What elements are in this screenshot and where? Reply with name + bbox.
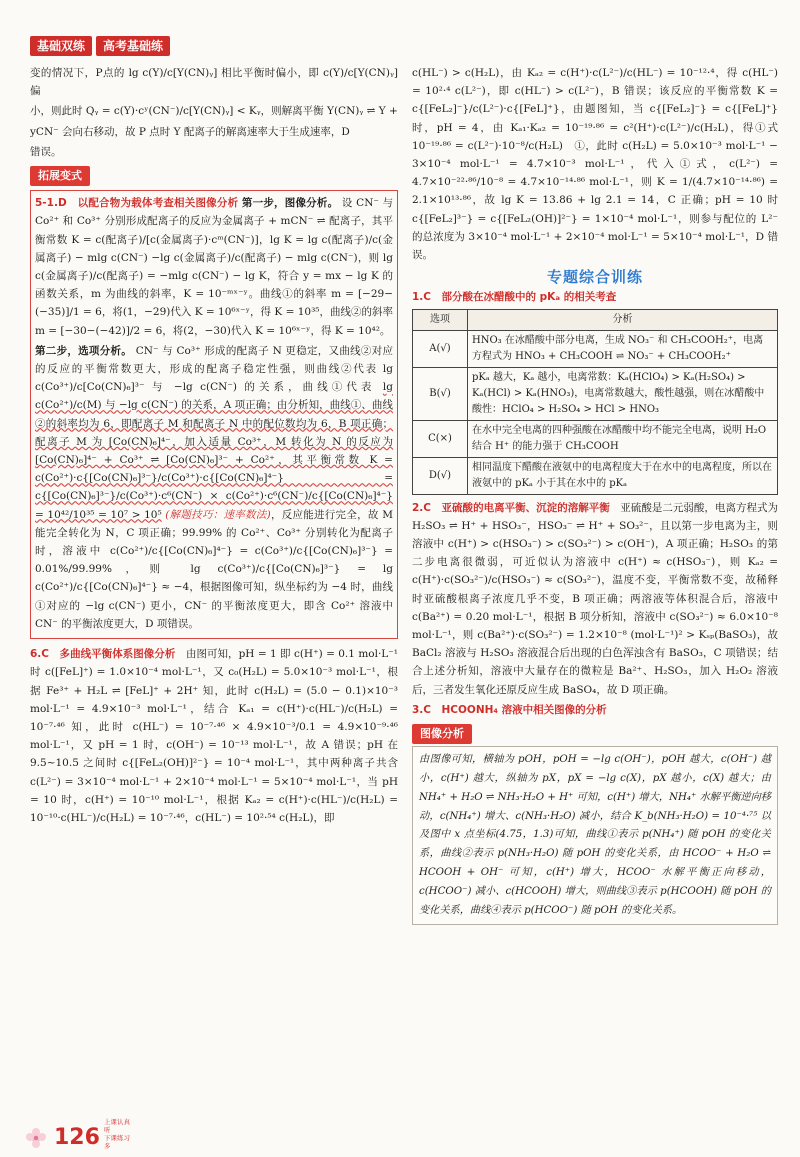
intro-text-4: 错误。 [30, 145, 62, 158]
table-cell-analysis: pKₐ 越大，Kₐ 越小，电离常数：Kₐ(HClO₄) > Kₐ(H₂SO₄) > Kₐ(HCl) > Kₐ(HNO₃)，电离常数越大，酸性越强，则在冰醋酸中酸性：HClO₄ > H₂SO₄ > HCl > HNO₃ [468, 367, 778, 420]
header-tag-exam: 高考基础练 [96, 36, 170, 56]
table-row [413, 457, 778, 494]
step2-label: 第二步，选项分析。 [35, 344, 133, 357]
table-cell-option: B(√) [413, 367, 468, 420]
page-motto-line-2: 下课练习多 [103, 1134, 130, 1150]
table-cell-analysis: 在水中完全电离的四种强酸在冰醋酸中均不能完全电离，说明 H₂O 结合 H⁺ 的能力强于 CH₃COOH [468, 420, 778, 457]
question-1-head: 1.C 部分酸在冰醋酸中的 pKₐ 的相关考查 [412, 291, 617, 304]
table-cell-option: A(√) [413, 330, 468, 367]
intro-text-2: 小，则此时 Qᵧ = c(Y)·cʸ(CN⁻)/c[Y(CN)ᵧ] < Kᵧ，则解离平衡 Y(CN)ᵧ ⇌ Y + [30, 105, 398, 118]
table-cell-analysis: 相同温度下醋酸在液氨中的电离程度大于在水中的电离程度，所以在液氨中的 pKₐ 小于其在水中的 pKₐ [468, 457, 778, 494]
intro-text-3: yCN⁻ 会向右移动，故 P 点时 Y 配离子的解离速率大于生成速率，D [30, 125, 350, 138]
q6-continued-text: c(HL⁻) > c(H₂L)，由 Kₐ₂ = c(H⁺)·c(L²⁻)/c(HL⁻) = 10⁻¹²·⁴，得 c(HL⁻) = 10²·⁴ c(L²⁻)，即 c(HL⁻) > c(L²⁻)，B 错误；该反应的平衡常数 K = c{[FeL₂]⁻}/c(L²⁻)·c{[FeL]⁺}，由题图知，当 c{[FeL₂]⁻} = c{[FeL]⁺} 时，pH = 4，由 Kₐ₁·Kₐ₂ = 10⁻¹⁹·⁸⁶ = c²(H⁺)·c(L²⁻)/c(H₂L)，得①式 10⁻¹⁹·⁸⁶ = c(L²⁻)·10⁻⁸/c(H₂L) ①，此时 c(H₂L) = 5.0×10⁻³ mol·L⁻¹ − 3×10⁻⁴ mol·L⁻¹ = 4.7×10⁻³ mol·L⁻¹，代入①式，c(L²⁻) = 4.7×10⁻²²·⁸⁶/10⁻⁸ = 4.7×10⁻¹⁴·⁸⁶ mol·L⁻¹，则 K = 1/(4.7×10⁻¹⁴·⁸⁶) = 2.1×10¹³·⁸⁶，故 lg K = 13.86 + lg 2.1 = 14，C 正确；pH = 10 时 c{[FeL₂]³⁻} = c{[FeL₂(OH)]²⁻} = 1×10⁻⁴ mol·L⁻¹，则参与配位的 L²⁻ 的总浓度为 3×10⁻⁴ mol·L⁻¹ + 2×10⁻⁴ mol·L⁻¹ = 5×10⁻⁴ mol·L⁻¹，D 错误。 [412, 67, 778, 262]
table-cell-analysis: HNO₃ 在冰醋酸中部分电离，生成 NO₃⁻ 和 CH₃COOH₂⁺，电离方程式为 HNO₃ + CH₃COOH ⇌ NO₃⁻ + CH₃COOH₂⁺ [468, 330, 778, 367]
table-row [413, 367, 778, 420]
graph-analysis-text: 由图像可知，横轴为 pOH，pOH = −lg c(OH⁻)，pOH 越大，c(OH⁻) 越小，c(H⁺) 越大，纵轴为 pX，pX = −lg c(X)，pX 越小，c(X) 越大；由 NH₄⁺ + H₂O ⇌ NH₃·H₂O + H⁺ 可知，c(H⁺) 增大，NH₄⁺ 水解平衡逆向移动，c(NH₄⁺) 增大、c(NH₃·H₂O) 减小，结合 K_b(NH₃·H₂O) = 10⁻⁴·⁷⁵ 以及图中 x 点坐标(4.75，1.3)可知，曲线①表示 p(NH₄⁺) 随 pOH 的变化关系，曲线②表示 p(NH₃·H₂O) 随 pOH 的变化关系，由 HCOO⁻ + H₂O ⇌ HCOOH + OH⁻ 可知，c(H⁺) 增大，HCOO⁻ 水解平衡正向移动，c(HCOO⁻) 减小、c(HCOOH) 增大，则曲线③表示 p(HCOOH) 随 pOH 的变化关系，曲线④表示 p(HCOO⁻) 随 pOH 的变化关系。 [419, 754, 771, 916]
q51-analysis-1: 设 CN⁻ 与 Co²⁺ 和 Co³⁺ 分别形成配离子的反应为金属离子 + mCN⁻ ⇌ 配离子，其平衡常数 K = c(配离子)/[c(金属离子)·cᵐ(CN⁻)]，lg K = lg c(配离子)/c(金属离子) − mlg c(CN⁻) [35, 197, 393, 264]
graph-analysis-box [412, 746, 778, 925]
q51-analysis-5: ，反应能进行完全，故 M 能完全转化为 N，C 项正确；99.99% 的 Co²⁺、Co³⁺ 分别转化为配离子时，溶液中 c(Co²⁺)/c{[Co(CN)₆]⁴⁻} = c(Co³⁺)/c{[Co(CN)₆]³⁻} = 0.01%/99.99%，则 lg c(Co³⁺)/c{[Co(CN)₆]³⁻} = lg c(Co²⁺)/c{[Co(CN)₆]⁴⁻} ≈ −4，根据图像可知，纵坐标约为 −4 时，曲线①对应的 −lg c(CN⁻) 更小，CN⁻ 的平衡浓度更大，即含 Co²⁺ 溶液中 CN⁻ 的平衡浓度更大，D 项错误。 [35, 508, 393, 630]
table-cell-option: C(×) [413, 420, 468, 457]
question-2-text: 亚硫酸是二元弱酸，电离方程式为 H₂SO₃ ⇌ H⁺ + HSO₃⁻，HSO₃⁻ ⇌ H⁺ + SO₃²⁻，且以第一步电离为主，则溶液中 c(H⁺) > c(HSO₃⁻) > c(SO₃²⁻) > c(OH⁻)，A 项正确；H₂SO₃ 的第二步电离很微弱，可近似认为溶液中 c(H⁺) ≈ c(HSO₃⁻)，则 Kₐ₂ = c(H⁺)·c(SO₃²⁻)/c(HSO₃⁻) ≈ c(SO₃²⁻)，温度不变，平衡常数不变，故稀释时亚硫酸根离子浓度几乎不变，B 项正确；两溶液等体积混合后，溶液中 c(Ba²⁺) = 0.20 mol·L⁻¹，根据 B 项分析知，溶液中 c(SO₃²⁻) ≈ 6.0×10⁻⁸ mol·L⁻¹，则 c(Ba²⁺)·c(SO₃²⁻) = 1.2×10⁻⁸ (mol·L⁻¹)² > Kₛₚ(BaSO₃)，故 BaCl₂ 溶液与 H₂SO₃ 溶液混合后出现的白色浑浊含有 BaSO₃，C 项错误；结合上述分析知，溶液中大量存在的微粒是 Ba²⁺、H₂SO₃，加入 H₂O₂ 溶液后，三者发生氧化还原反应生成 BaSO₄，故 D 项正确。 [412, 501, 779, 696]
q51-analysis-2: −lg c(金属离子)/c(配离子) − mlg c(CN⁻)，则 lg c(金属离子)/c(配离子) = −mlg c(CN⁻) − lg K，符合 y = mx − lg K 的函数关系，m 为曲线的斜率，K = 10⁻ᵐˣ⁻ʸ。曲线①的斜率 m = [−29−(−35)]/1 = 6，将(1，−29)代入 K = 10⁶ˣ⁻ʸ，得 K = 10³⁵，曲线②的斜率 m = [−30−(−42)]/2 = 6，将(2，−30)代入 K = 10⁶ˣ⁻ʸ，得 K = 10⁴²。 [35, 251, 393, 337]
question-6-head: 6.C 多曲线平衡体系图像分析 [30, 648, 176, 661]
intro-text-1: 变的情况下，P点的 lg c(Y)/c[Y(CN)ᵧ] 相比平衡时偏小，即 c(Y)/c[Y(CN)ᵧ] 偏 [30, 67, 398, 98]
left-column [30, 64, 398, 829]
question-5-1-box [30, 190, 398, 639]
right-column [412, 64, 778, 925]
graph-analysis-banner: 图像分析 [412, 724, 472, 744]
question-6-text: 由图可知，pH = 1 即 c(H⁺) = 0.1 mol·L⁻¹ 时 c([FeL]⁺) = 1.0×10⁻⁴ mol·L⁻¹，又 c₀(H₂L) = 5.0×10⁻³ mol·L⁻¹，根据 Fe³⁺ + H₂L ⇌ [FeL]⁺ + 2H⁺ 知，此时 c(H₂L) = (5.0 − 0.1)×10⁻³ mol·L⁻¹ = 4.9×10⁻³ mol·L⁻¹，结合 Kₐ₁ = c(H⁺)·c(HL⁻)/c(H₂L) = 10⁻⁷·⁴⁶ 知，此时 c(HL⁻) = 10⁻⁷·⁴⁶ × 4.9×10⁻³/0.1 = 4.9×10⁻⁹·⁴⁶ mol·L⁻¹，又 pH = 1 时，c(OH⁻) = 10⁻¹³ mol·L⁻¹，故 A 错误；pH 在 9.5~10.5 之间时 c{[FeL₂(OH)]²⁻} = 10⁻⁴ mol·L⁻¹，其中两种离子共含 c(L²⁻) = 3×10⁻⁴ mol·L⁻¹ + 2×10⁻⁴ mol·L⁻¹ = 5×10⁻⁴ mol·L⁻¹，当 pH = 10 时，c(H⁺) = 10⁻¹⁰ mol·L⁻¹，根据 Kₐ₂ = c(H⁺)·c(HL⁻)/c(H₂L) = 10⁻¹⁰·c(HL⁻)/c(H₂L) = 10⁻⁷·⁴⁶，c(HL⁻) = 10²·⁵⁴ c(H₂L)，即 [30, 648, 399, 824]
table-header-option: 选项 [413, 309, 468, 330]
q51-analysis-3: CN⁻ 与 Co³⁺ 形成的配离子 N 更稳定，又曲线②对应的反应的平衡常数更大，形成的配离子稳定性强，则曲线②代表 lg c(Co³⁺)/c[Co(CN)₆]³⁻ 与 −lg c(CN⁻) 的关系，曲线①代表 [35, 344, 393, 394]
step1-label: 第一步，图像分析。 [241, 197, 339, 210]
table-row [413, 420, 778, 457]
question-5-1-head: 5-1.D 以配合物为载体考查相关图像分析 [35, 197, 239, 210]
question-3-head: 3.C HCOONH₄ 溶液中相关图像的分析 [412, 703, 607, 716]
flower-icon [22, 1128, 50, 1150]
question-2-head: 2.C 亚硫酸的电离平衡、沉淀的溶解平衡 [412, 501, 610, 514]
header [30, 36, 170, 56]
header-tag-basic: 基础双练 [30, 36, 92, 56]
page-motto-line-1: 上课认真听 [103, 1118, 130, 1134]
tip-note: (解题技巧：速率数法) [165, 508, 271, 521]
table-header-analysis: 分析 [468, 309, 778, 330]
expand-banner: 拓展变式 [30, 166, 90, 186]
page-motto [104, 1118, 136, 1150]
section-title: 专题综合训练 [546, 268, 643, 287]
table-cell-option: D(√) [413, 457, 468, 494]
footer [22, 1118, 136, 1150]
analysis-table [412, 309, 778, 495]
page-number: 126 [54, 1125, 100, 1150]
table-row [413, 330, 778, 367]
q51-analysis-4: lg c(Co²⁺)/c(M) 与 −lg c(CN⁻) 的关系，A 项正确；由分析知，曲线①、曲线②的斜率均为 6，即配离子 M 和配离子 N 中的配位数均为 6，B 项正确；配离子 M 为 [Co(CN)₆]⁴⁻，加入适量 Co³⁺，M 转化为 N 的反应为 [Co(CN)₆]⁴⁻ + Co³⁺ ⇌ [Co(CN)₆]³⁻ + Co²⁺，其平衡常数 K = c(Co²⁺)·c{[Co(CN)₆]³⁻}/c(Co³⁺)·c{[Co(CN)₆]⁴⁻} = c{[Co(CN)₆]³⁻}/c(Co³⁺)·c⁶(CN⁻) × c(Co²⁺)·c⁶(CN⁻)/c{[Co(CN)₆]⁴⁻} = 10⁴²/10³⁵ = 10⁷ > 10⁵ [35, 381, 393, 521]
